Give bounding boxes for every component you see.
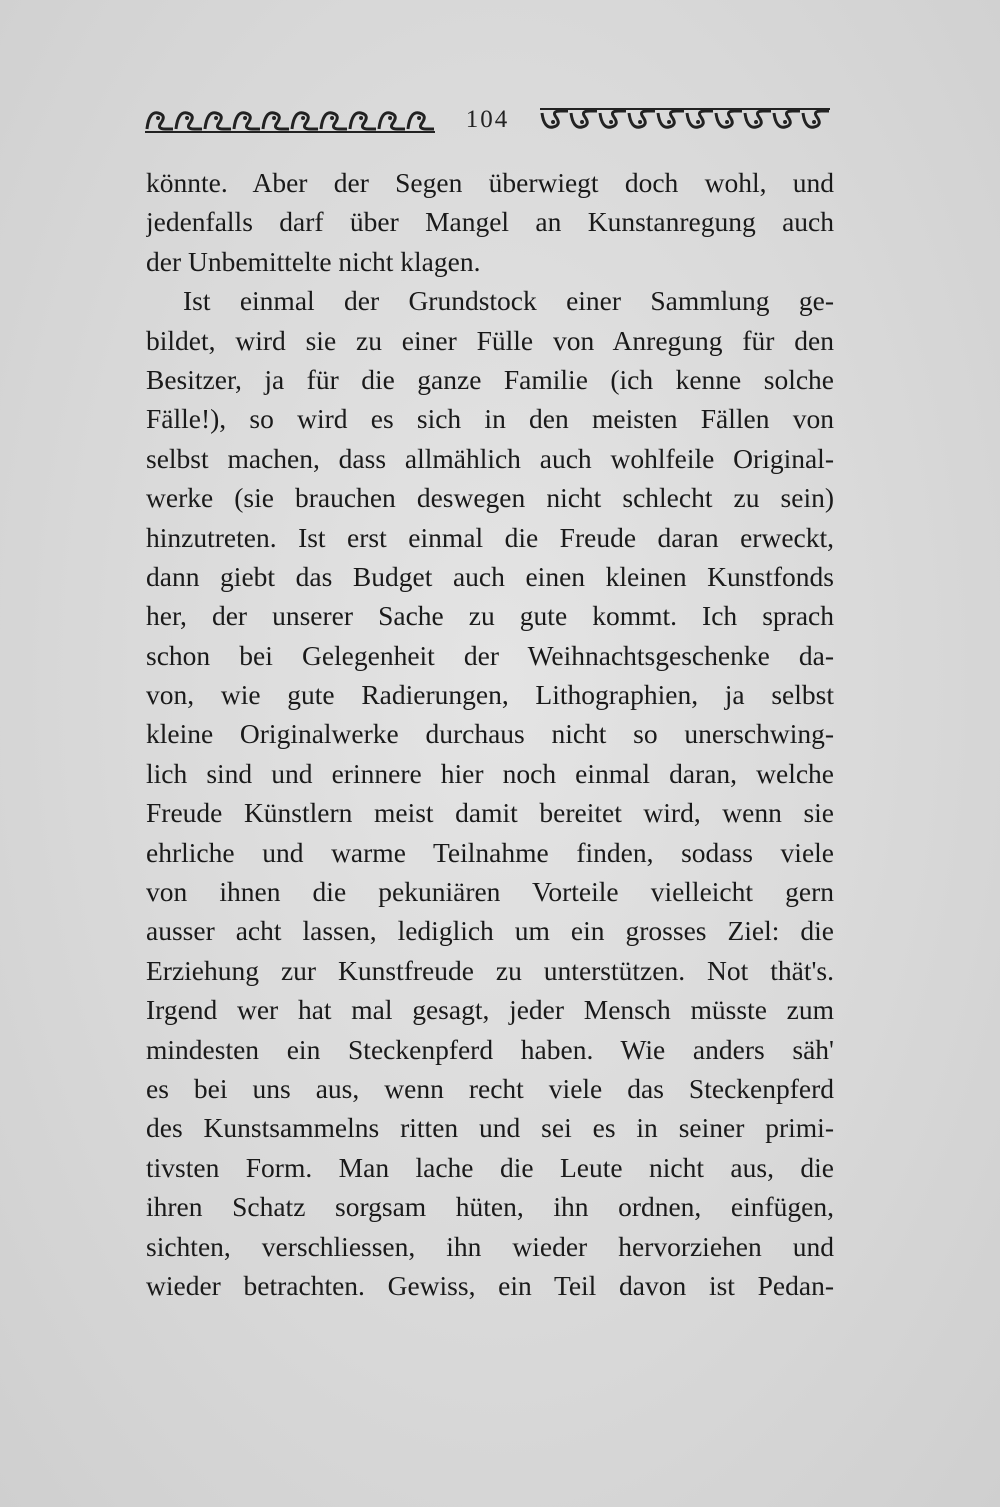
text-line: hinzutreten. Ist erst einmal die Freude daran erweckt,	[146, 521, 834, 553]
ornament-dot-icon	[696, 120, 700, 124]
ornament-dot-icon	[417, 116, 421, 120]
text-line: bildet, wird sie zu einer Fülle von Anregung für den	[146, 324, 834, 356]
text-line: wieder betrachten. Gewiss, ein Teil davon ist Pedan-	[146, 1269, 834, 1301]
ornament-dot-icon	[638, 120, 642, 124]
text-line: ehrliche und warme Teilnahme finden, sodass viele	[146, 836, 834, 868]
ornament-dot-icon	[725, 120, 729, 124]
ornament-dot-icon	[667, 120, 671, 124]
ornament-scroll-icon	[571, 111, 597, 127]
text-line: Fälle!), so wird es sich in den meisten Fällen von	[146, 403, 834, 435]
text-line: von ihnen die pekuniären Vorteile vielleicht gern	[146, 876, 834, 908]
ornament-dot-icon	[388, 116, 392, 120]
ornament-dot-icon	[754, 120, 758, 124]
text-line: werke (sie brauchen deswegen nicht schlecht zu sein)	[146, 482, 834, 514]
text-line: mindesten ein Steckenpferd haben. Wie anders säh'	[146, 1033, 834, 1065]
ornament-scroll-icon	[292, 113, 318, 129]
ornament-dot-icon	[609, 120, 613, 124]
ornament-dot-icon	[243, 116, 247, 120]
text-line: sichten, verschliessen, ihn wieder hervorziehen und	[146, 1230, 834, 1262]
ornament-dot-icon	[812, 120, 816, 124]
text-line: Erziehung zur Kunstfreude zu unterstützen. Not thät's.	[146, 954, 834, 986]
text-line: Freude Künstlern meist damit bereitet wird, wenn sie	[146, 797, 834, 829]
text-line: von, wie gute Radierungen, Lithographien, ja selbst	[146, 679, 834, 711]
text-line: Ist einmal der Grundstock einer Sammlung ge-	[183, 285, 834, 317]
text-line: her, der unserer Sache zu gute kommt. Ich sprach	[146, 600, 834, 632]
ornament-dot-icon	[359, 116, 363, 120]
body-text	[146, 163, 834, 1305]
text-line: ihren Schatz sorgsam hüten, ihn ordnen, einfügen,	[146, 1191, 834, 1223]
ornament-scroll-icon	[542, 111, 568, 127]
ornament-dot-icon	[156, 116, 160, 120]
ornament-right-icon	[540, 105, 830, 135]
ornament-scroll-icon	[147, 113, 173, 129]
text-line: ausser acht lassen, lediglich um ein grosses Ziel: die	[146, 915, 834, 947]
text-line: kleine Originalwerke durchaus nicht so unerschwing-	[146, 718, 834, 750]
page-number: 104	[465, 106, 510, 133]
ornament-dot-icon	[330, 116, 334, 120]
text-line: jedenfalls darf über Mangel an Kunstanregung auch	[146, 206, 834, 238]
running-head	[145, 100, 830, 140]
ornament-dot-icon	[580, 120, 584, 124]
ornament-dot-icon	[301, 116, 305, 120]
text-line: dann giebt das Budget auch einen kleinen Kunstfonds	[146, 560, 834, 592]
text-line: tivsten Form. Man lache die Leute nicht aus, die	[146, 1151, 834, 1183]
ornament-scroll-icon	[687, 111, 713, 127]
ornament-scroll-icon	[350, 113, 376, 129]
ornament-dot-icon	[551, 120, 555, 124]
ornament-dot-icon	[185, 116, 189, 120]
ornament-left-icon	[145, 105, 435, 135]
ornament-dot-icon	[272, 116, 276, 120]
text-line: Besitzer, ja für die ganze Familie (ich kenne solche	[146, 363, 834, 395]
ornament-scroll-icon	[321, 113, 347, 129]
text-line: könnte. Aber der Segen überwiegt doch wohl, und	[146, 167, 834, 198]
ornament-scroll-icon	[745, 111, 771, 127]
text-line: schon bei Gelegenheit der Weihnachtsgeschenke da-	[146, 639, 834, 671]
ornament-scroll-icon	[379, 113, 405, 129]
text-line: lich sind und erinnere hier noch einmal daran, welche	[146, 757, 834, 789]
ornament-scroll-icon	[629, 111, 655, 127]
ornament-scroll-icon	[600, 111, 626, 127]
ornament-scroll-icon	[263, 113, 289, 129]
ornament-scroll-icon	[234, 113, 260, 129]
ornament-dot-icon	[783, 120, 787, 124]
ornament-scroll-icon	[803, 111, 829, 127]
text-line: es bei uns aus, wenn recht viele das Steckenpferd	[146, 1072, 834, 1104]
ornament-dot-icon	[214, 116, 218, 120]
ornament-scroll-icon	[205, 113, 231, 129]
ornament-scroll-icon	[176, 113, 202, 129]
ornament-scroll-icon	[774, 111, 800, 127]
ornament-scroll-icon	[716, 111, 742, 127]
text-line: Irgend wer hat mal gesagt, jeder Mensch müsste zum	[146, 994, 834, 1026]
text-line: der Unbemittelte nicht klagen.	[146, 245, 481, 277]
text-line: des Kunstsammelns ritten und sei es in seiner primi-	[146, 1112, 834, 1144]
text-line: selbst machen, dass allmählich auch wohlfeile Original-	[146, 442, 834, 474]
ornament-scroll-icon	[658, 111, 684, 127]
ornament-scroll-icon	[408, 113, 434, 129]
